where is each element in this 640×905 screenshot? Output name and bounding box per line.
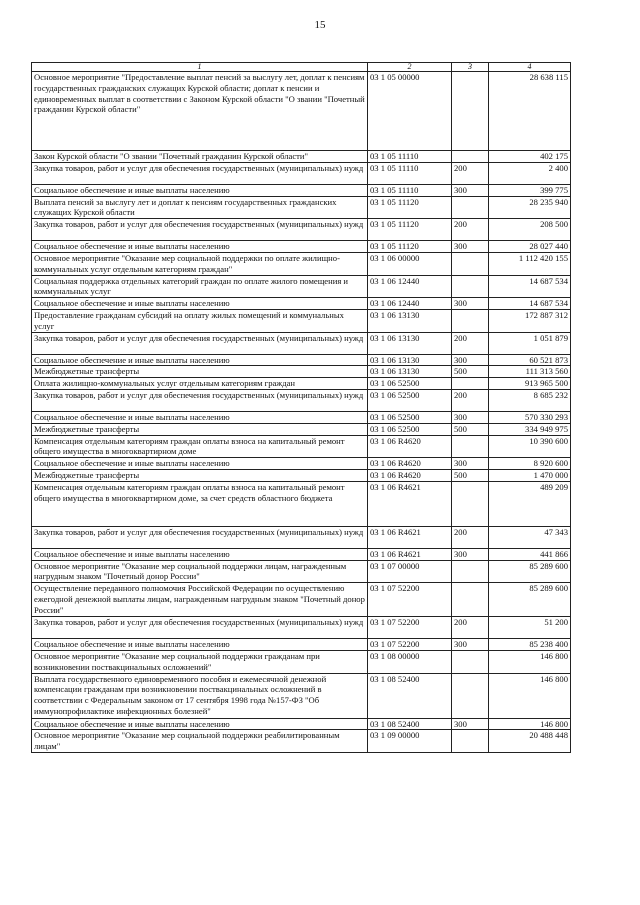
row-name-cell: Социальное обеспечение и иные выплаты населению [32,718,368,730]
row-name-cell: Социальное обеспечение и иные выплаты населению [32,548,368,560]
row-type-cell: 500 [452,366,489,378]
row-type-cell [452,72,489,151]
row-type-cell [452,275,489,298]
table-row [32,560,571,583]
table-row [32,275,571,298]
row-sum-cell: 402 175 [489,151,571,163]
row-name-cell: Закупка товаров, работ и услуг для обеспечения государственных (муниципальных) нужд [32,332,368,354]
row-name-cell: Основное мероприятие "Оказание мер социальной поддержки реабилитированным лицам" [32,730,368,753]
table-row [32,730,571,753]
row-type-cell: 300 [452,411,489,423]
table-row [32,617,571,639]
row-code-cell: 03 1 06 52500 [368,389,452,411]
row-name-cell: Закупка товаров, работ и услуг для обеспечения государственных (муниципальных) нужд [32,162,368,184]
row-code-cell: 03 1 06 R4621 [368,481,452,526]
table-row [32,309,571,332]
table-row [32,650,571,673]
row-sum-cell: 399 775 [489,184,571,196]
row-sum-cell: 85 289 600 [489,560,571,583]
table-row [32,458,571,470]
row-sum-cell: 28 638 115 [489,72,571,151]
row-type-cell [452,151,489,163]
row-type-cell: 300 [452,548,489,560]
row-name-cell: Закупка товаров, работ и услуг для обеспечения государственных (муниципальных) нужд [32,617,368,639]
row-code-cell: 03 1 08 00000 [368,650,452,673]
row-type-cell [452,196,489,219]
row-name-cell: Межбюджетные трансферты [32,469,368,481]
row-type-cell [452,730,489,753]
row-type-cell [452,481,489,526]
row-name-cell: Социальное обеспечение и иные выплаты населению [32,354,368,366]
row-code-cell: 03 1 06 52500 [368,378,452,390]
table-row [32,378,571,390]
row-name-cell: Осуществление переданного полномочия Российской Федерации по осуществлению ежегодной денежной выплаты лицам, награжденным нагрудным знаком "Почетный донор России" [32,583,368,617]
row-sum-cell: 60 521 873 [489,354,571,366]
row-type-cell [452,560,489,583]
row-type-cell: 300 [452,718,489,730]
row-sum-cell: 208 500 [489,219,571,241]
table-row [32,718,571,730]
row-sum-cell: 1 470 000 [489,469,571,481]
table-row [32,411,571,423]
row-type-cell: 300 [452,458,489,470]
row-code-cell: 03 1 05 11110 [368,162,452,184]
row-name-cell: Закупка товаров, работ и услуг для обеспечения государственных (муниципальных) нужд [32,219,368,241]
table-header [32,63,571,72]
row-code-cell: 03 1 06 13130 [368,309,452,332]
table-row [32,241,571,253]
table-row [32,435,571,458]
table-row [32,332,571,354]
row-sum-cell: 2 400 [489,162,571,184]
table-row [32,548,571,560]
row-sum-cell: 146 800 [489,650,571,673]
column-header-1: 1 [32,63,368,72]
row-name-cell: Социальное обеспечение и иные выплаты населению [32,458,368,470]
row-code-cell: 03 1 07 52200 [368,617,452,639]
row-sum-cell: 10 390 600 [489,435,571,458]
row-name-cell: Социальное обеспечение и иные выплаты населению [32,184,368,196]
table-row [32,219,571,241]
row-sum-cell: 8 685 232 [489,389,571,411]
table-row [32,196,571,219]
row-sum-cell: 20 488 448 [489,730,571,753]
row-code-cell: 03 1 08 52400 [368,718,452,730]
row-name-cell: Социальное обеспечение и иные выплаты населению [32,411,368,423]
row-code-cell: 03 1 05 11120 [368,241,452,253]
table-row [32,389,571,411]
table-row [32,423,571,435]
row-sum-cell: 14 687 534 [489,298,571,310]
row-name-cell: Закупка товаров, работ и услуг для обеспечения государственных (муниципальных) нужд [32,526,368,548]
row-code-cell: 03 1 06 13130 [368,354,452,366]
row-name-cell: Межбюджетные трансферты [32,366,368,378]
table-row [32,639,571,651]
row-type-cell: 200 [452,219,489,241]
row-code-cell: 03 1 06 R4621 [368,548,452,560]
row-sum-cell: 913 965 500 [489,378,571,390]
row-code-cell: 03 1 07 00000 [368,560,452,583]
row-type-cell: 500 [452,423,489,435]
row-code-cell: 03 1 06 52500 [368,423,452,435]
row-sum-cell: 85 238 400 [489,639,571,651]
row-code-cell: 03 1 05 11120 [368,219,452,241]
row-code-cell: 03 1 06 13130 [368,332,452,354]
row-code-cell: 03 1 05 11110 [368,151,452,163]
row-name-cell: Социальное обеспечение и иные выплаты населению [32,298,368,310]
budget-table [31,62,571,753]
table-row [32,252,571,275]
row-name-cell: Закупка товаров, работ и услуг для обеспечения государственных (муниципальных) нужд [32,389,368,411]
column-header-3: 3 [452,63,489,72]
row-type-cell [452,252,489,275]
row-code-cell: 03 1 05 11120 [368,196,452,219]
row-type-cell: 300 [452,639,489,651]
row-name-cell: Социальное обеспечение и иные выплаты населению [32,639,368,651]
row-name-cell: Закон Курской области "О звании "Почетный гражданин Курской области" [32,151,368,163]
row-code-cell: 03 1 09 00000 [368,730,452,753]
row-sum-cell: 14 687 534 [489,275,571,298]
row-name-cell: Компенсация отдельным категориям граждан оплаты взноса на капитальный ремонт общего имущества в многоквартирном доме, за счет средств областного бюджета [32,481,368,526]
row-code-cell: 03 1 05 00000 [368,72,452,151]
table-row [32,162,571,184]
row-code-cell: 03 1 07 52200 [368,639,452,651]
table-row [32,673,571,718]
row-type-cell: 300 [452,354,489,366]
row-type-cell: 200 [452,162,489,184]
row-name-cell: Основное мероприятие "Оказание мер социальной поддержки лицам, награжденным нагрудным знаком "Почетный донор России" [32,560,368,583]
row-sum-cell: 1 112 420 155 [489,252,571,275]
row-sum-cell: 172 887 312 [489,309,571,332]
table-row [32,298,571,310]
table-row [32,354,571,366]
row-sum-cell: 489 209 [489,481,571,526]
row-name-cell: Основное мероприятие "Оказание мер социальной поддержки по оплате жилищно-коммунальных услуг отдельным категориям граждан" [32,252,368,275]
row-name-cell: Оплата жилищно-коммунальных услуг отдельным категориям граждан [32,378,368,390]
row-name-cell: Социальная поддержка отдельных категорий граждан по оплате жилого помещения и коммунальных услуг [32,275,368,298]
table-row [32,366,571,378]
row-type-cell: 200 [452,617,489,639]
row-type-cell: 300 [452,298,489,310]
row-sum-cell: 111 313 560 [489,366,571,378]
row-name-cell: Выплата пенсий за выслугу лет и доплат к пенсиям государственных гражданских служащих Курской области [32,196,368,219]
row-code-cell: 03 1 06 R4620 [368,469,452,481]
row-sum-cell: 441 866 [489,548,571,560]
row-name-cell: Выплата государственного единовременного пособия и ежемесячной денежной компенсации гражданам при возникновении поствакцинальных осложнений в соответствии с Федеральным законом от 17 сентября 1998 года №157-ФЗ "Об иммунопрофилактике инфекционных болезней" [32,673,368,718]
row-code-cell: 03 1 06 12440 [368,275,452,298]
row-name-cell: Предоставление гражданам субсидий на оплату жилых помещений и коммунальных услуг [32,309,368,332]
table-row [32,72,571,151]
row-type-cell [452,583,489,617]
table-row [32,481,571,526]
row-code-cell: 03 1 06 12440 [368,298,452,310]
row-sum-cell: 1 051 879 [489,332,571,354]
table-row [32,583,571,617]
row-type-cell: 300 [452,184,489,196]
row-sum-cell: 51 200 [489,617,571,639]
row-sum-cell: 334 949 975 [489,423,571,435]
row-type-cell: 300 [452,241,489,253]
row-type-cell [452,309,489,332]
row-type-cell: 200 [452,332,489,354]
column-header-2: 2 [368,63,452,72]
row-sum-cell: 146 800 [489,673,571,718]
row-type-cell [452,673,489,718]
row-type-cell: 200 [452,389,489,411]
row-sum-cell: 28 027 440 [489,241,571,253]
column-header-4: 4 [489,63,571,72]
row-name-cell: Компенсация отдельным категориям граждан оплаты взноса на капитальный ремонт общего имущества в многоквартирном доме [32,435,368,458]
row-name-cell: Основное мероприятие "Оказание мер социальной поддержки гражданам при возникновении поствакцинальных осложнений" [32,650,368,673]
row-code-cell: 03 1 08 52400 [368,673,452,718]
table-row [32,184,571,196]
row-type-cell [452,435,489,458]
row-name-cell: Межбюджетные трансферты [32,423,368,435]
row-sum-cell: 570 330 293 [489,411,571,423]
row-sum-cell: 146 800 [489,718,571,730]
table-row [32,151,571,163]
row-code-cell: 03 1 06 R4621 [368,526,452,548]
row-name-cell: Основное мероприятие "Предоставление выплат пенсий за выслугу лет, доплат к пенсиям государственных гражданских служащих Курской области; доплат к пенсии и единовременных выплат в соответствии с Законом Курской области "О звании "Почетный гражданин Курской области" [32,72,368,151]
row-code-cell: 03 1 05 11110 [368,184,452,196]
row-type-cell: 200 [452,526,489,548]
table-body [32,72,571,753]
row-code-cell: 03 1 06 52500 [368,411,452,423]
row-code-cell: 03 1 06 13130 [368,366,452,378]
row-type-cell: 500 [452,469,489,481]
table-row [32,469,571,481]
row-code-cell: 03 1 06 00000 [368,252,452,275]
page-number: 15 [314,19,326,31]
row-type-cell [452,650,489,673]
row-code-cell: 03 1 07 52200 [368,583,452,617]
row-code-cell: 03 1 06 R4620 [368,458,452,470]
row-sum-cell: 8 920 600 [489,458,571,470]
table-row [32,526,571,548]
row-sum-cell: 47 343 [489,526,571,548]
row-name-cell: Социальное обеспечение и иные выплаты населению [32,241,368,253]
row-type-cell [452,378,489,390]
row-sum-cell: 85 289 600 [489,583,571,617]
row-sum-cell: 28 235 940 [489,196,571,219]
row-code-cell: 03 1 06 R4620 [368,435,452,458]
